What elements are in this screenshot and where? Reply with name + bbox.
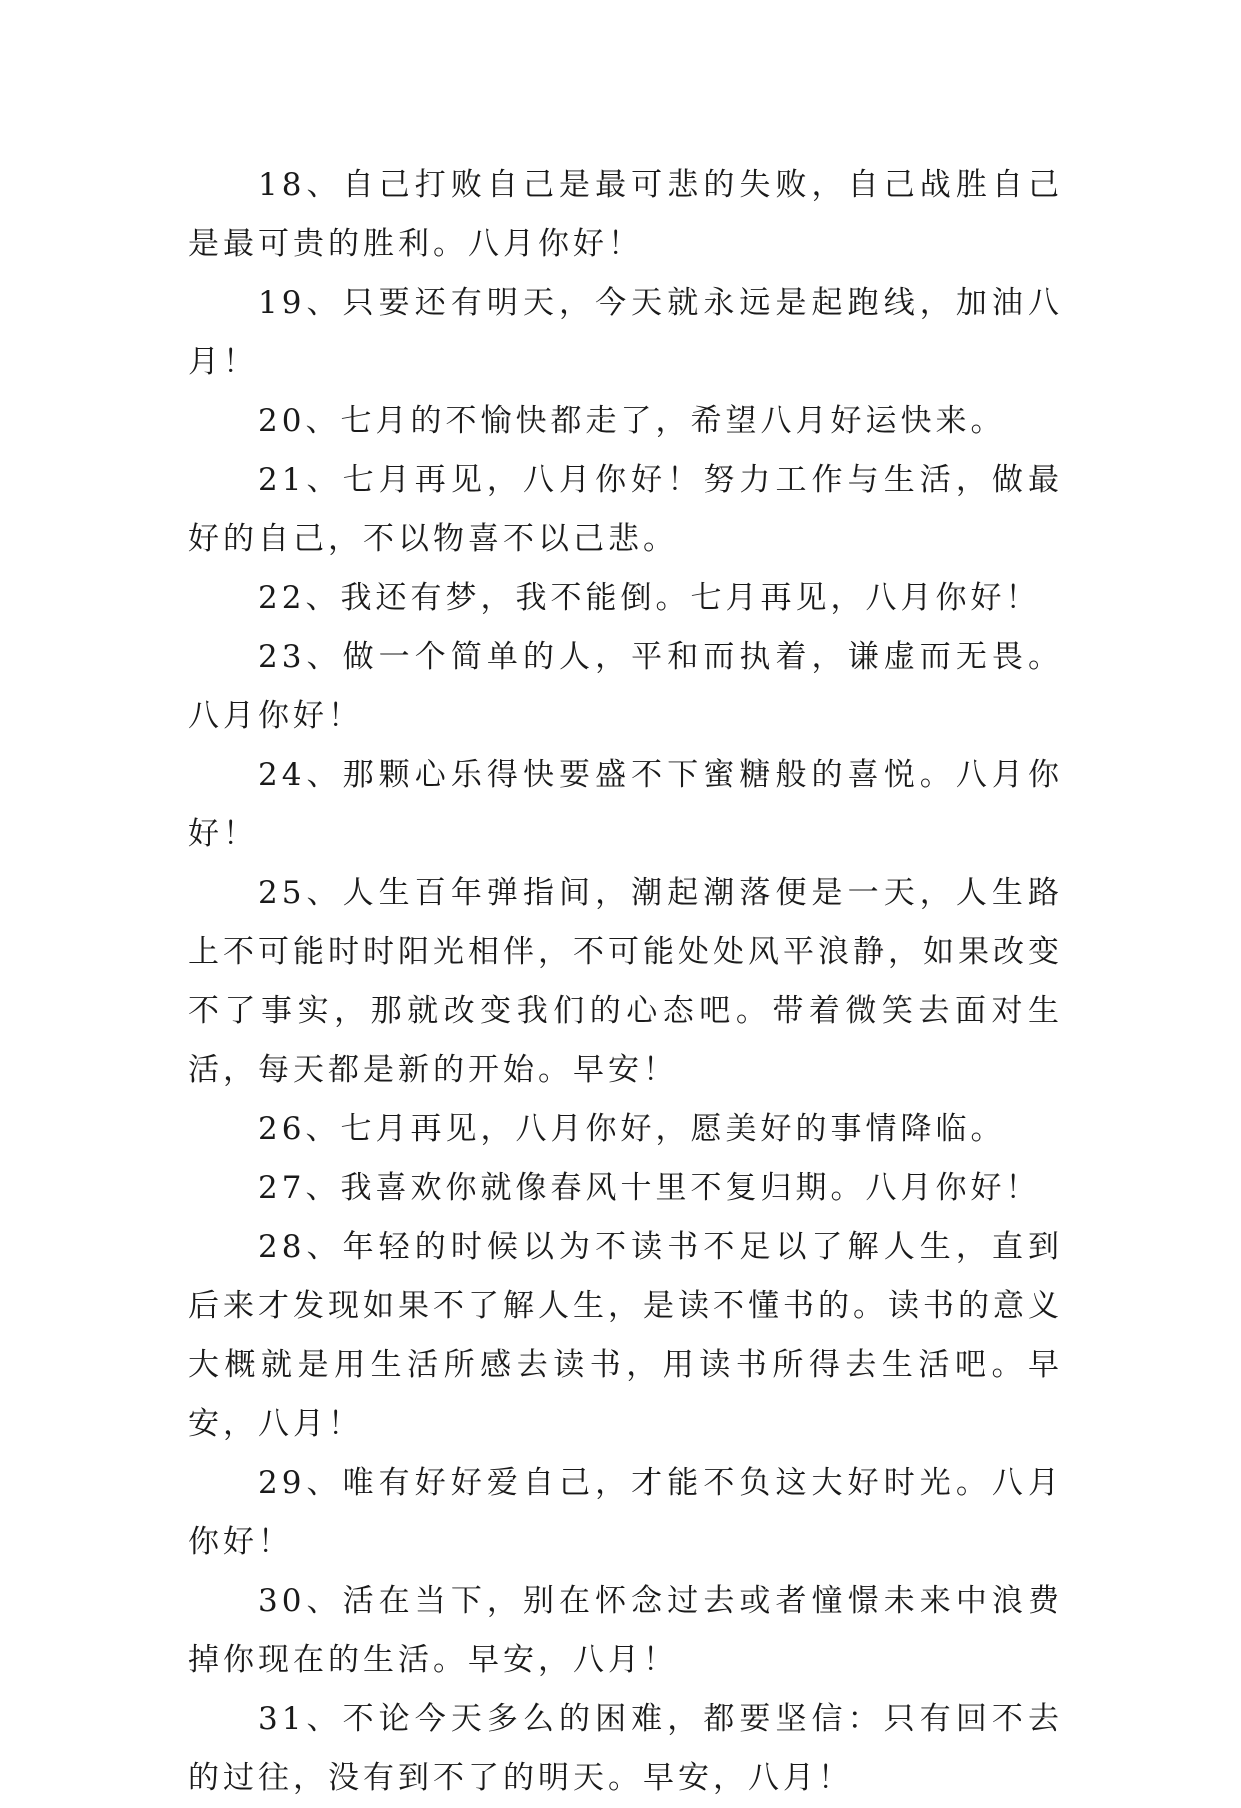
- paragraph-30: 30、活在当下，别在怀念过去或者憧憬未来中浪费掉你现在的生活。早安，八月！: [188, 1583, 1063, 1678]
- paragraph-22: 22、我还有梦，我不能倒。七月再见，八月你好！: [258, 580, 1041, 616]
- paragraph-21: 21、七月再见，八月你好！努力工作与生活，做最好的自己，不以物喜不以己悲。: [188, 462, 1063, 557]
- paragraph-31: 31、不论今天多么的困难，都要坚信：只有回不去的过往，没有到不了的明天。早安，八月！: [188, 1701, 1063, 1796]
- paragraph-26: 26、七月再见，八月你好，愿美好的事情降临。: [258, 1111, 1006, 1147]
- paragraph-24: 24、那颗心乐得快要盛不下蜜糖般的喜悦。八月你好！: [188, 757, 1063, 852]
- paragraph-20: 20、七月的不愉快都走了，希望八月好运快来。: [258, 403, 1006, 439]
- paragraph-18: 18、自己打败自己是最可悲的失败，自己战胜自己是最可贵的胜利。八月你好！: [188, 167, 1063, 262]
- paragraph-29: 29、唯有好好爱自己，才能不负这大好时光。八月你好！: [188, 1465, 1063, 1560]
- paragraph-27: 27、我喜欢你就像春风十里不复归期。八月你好！: [258, 1170, 1041, 1206]
- paragraph-28: 28、年轻的时候以为不读书不足以了解人生，直到后来才发现如果不了解人生，是读不懂书的。读书的意义大概就是用生活所感去读书，用读书所得去生活吧。早安，八月！: [188, 1229, 1063, 1442]
- paragraph-25: 25、人生百年弹指间，潮起潮落便是一天，人生路上不可能时时阳光相伴，不可能处处风平浪静，如果改变不了事实，那就改变我们的心态吧。带着微笑去面对生活，每天都是新的开始。早安！: [188, 875, 1063, 1088]
- paragraph-19: 19、只要还有明天，今天就永远是起跑线，加油八月！: [188, 285, 1063, 380]
- paragraph-23: 23、做一个简单的人，平和而执着，谦虚而无畏。八月你好！: [188, 639, 1063, 734]
- document-body: [188, 156, 1063, 1808]
